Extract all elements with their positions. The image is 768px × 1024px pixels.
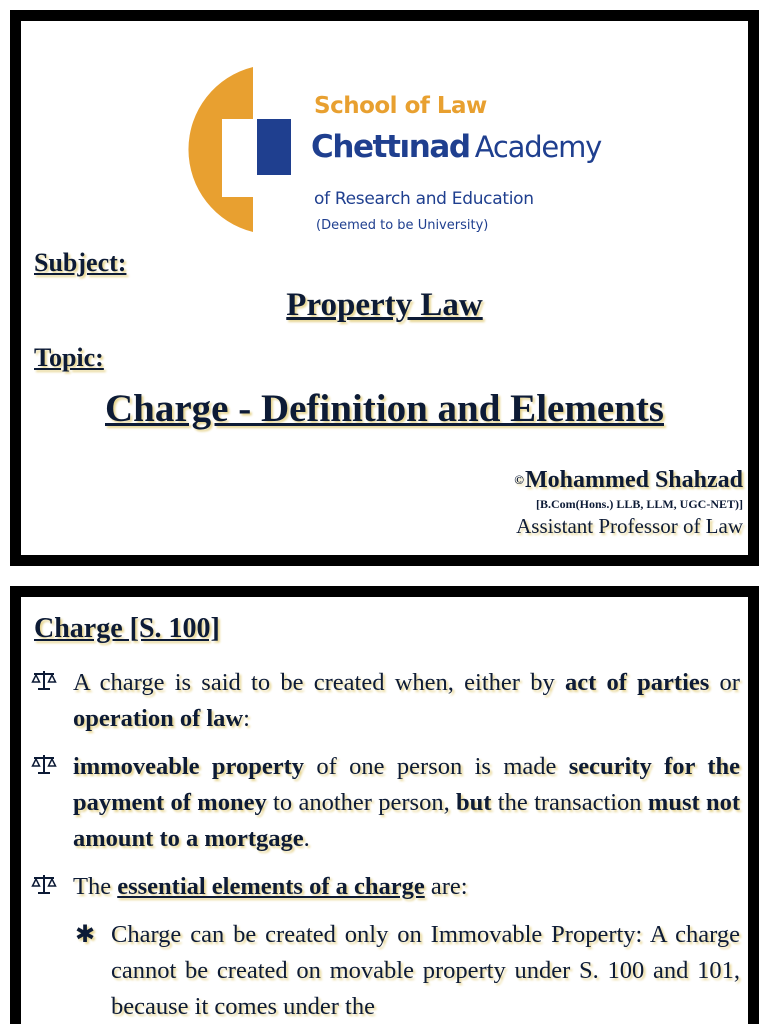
scales-icon	[31, 871, 57, 897]
logo-emblem-icon	[166, 57, 296, 237]
list-item: The essential elements of a charge are:	[31, 869, 740, 905]
author-qualifications: [B.Com(Hons.) LLB, LLM, UGC-NET)]	[535, 497, 743, 511]
logo-deemed-text: (Deemed to be University)	[316, 218, 489, 233]
logo-school-text: School of Law	[314, 93, 487, 119]
list-item: A charge is said to be created when, either by act of parties or operation of law:	[31, 665, 740, 737]
subject-title: Property Law	[286, 287, 483, 323]
sub-list-item: ✱ Charge can be created only on Immovable Property: A charge cannot be created on movable property under S. 100 and 101, because it comes under the	[31, 917, 740, 1024]
title-slide	[10, 10, 759, 566]
list-item: immoveable property of one person is made security for the payment of money to another person, but the transaction must not amount to a mortgage.	[31, 749, 740, 857]
author-block	[514, 467, 743, 539]
logo-name-text: Chettınad Academy	[311, 129, 602, 165]
author-name: ©Mohammed Shahzad	[514, 467, 743, 493]
subject-label: Subject:	[34, 248, 127, 277]
scales-icon	[31, 667, 57, 693]
topic-title: Charge - Definition and Elements	[105, 387, 664, 430]
university-logo	[166, 57, 626, 247]
scales-icon	[31, 751, 57, 777]
logo-subtitle-text: of Research and Education	[314, 189, 534, 209]
slide-heading: Charge [S. 100]	[34, 613, 220, 644]
bullet-list	[31, 665, 740, 1024]
author-role: Assistant Professor of Law	[516, 514, 743, 538]
asterisk-icon: ✱	[75, 922, 96, 948]
content-slide	[10, 586, 759, 1024]
topic-label: Topic:	[34, 343, 104, 372]
